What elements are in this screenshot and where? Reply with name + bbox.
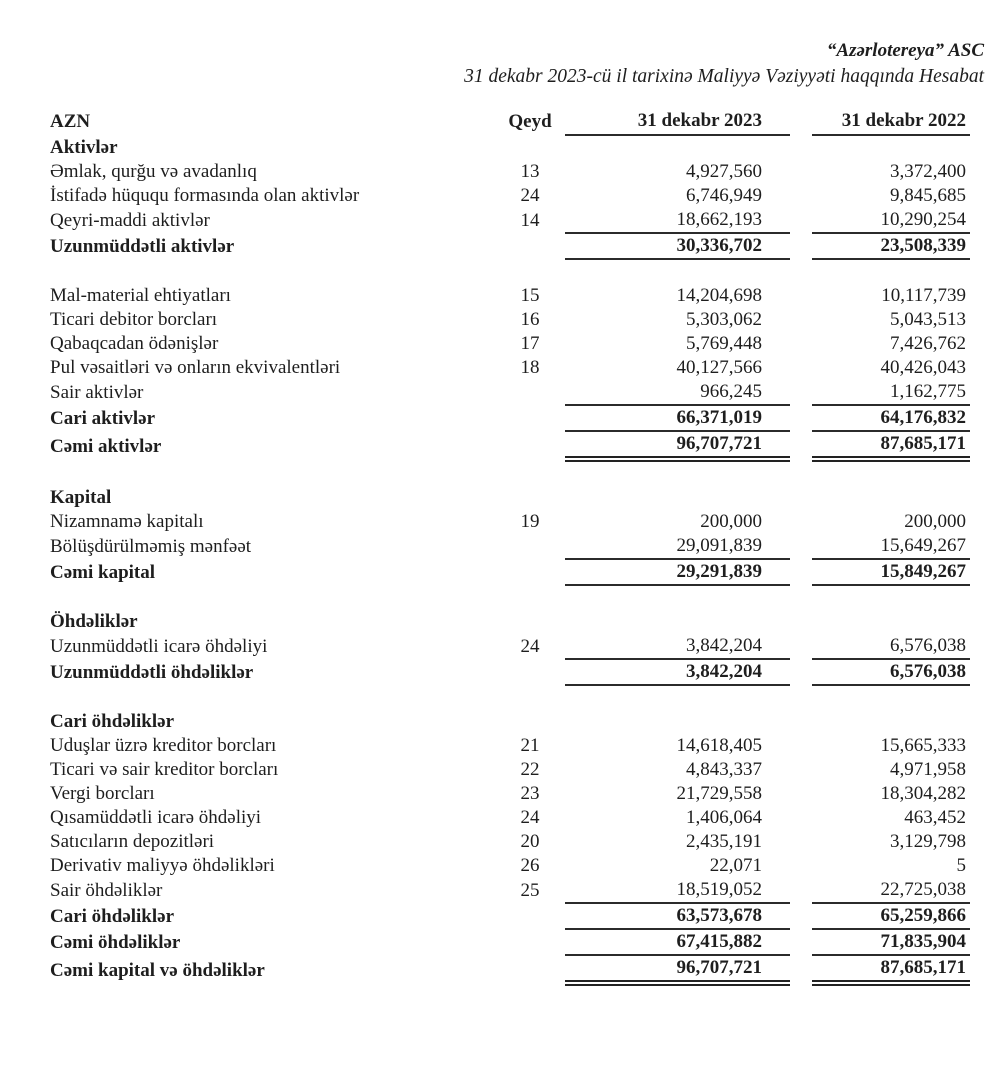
- row-value-2023: 22,071: [709, 855, 762, 876]
- row-label: Cari öhdəliklər: [50, 711, 175, 732]
- table-row: [50, 208, 970, 233]
- row-value-2022: 6,576,038: [812, 634, 970, 659]
- row-note: [495, 534, 565, 559]
- table-row: [50, 559, 970, 585]
- row-value-2022: 200,000: [904, 511, 966, 532]
- row-value-2023: 67,415,882: [565, 929, 790, 955]
- row-note: [495, 431, 565, 459]
- row-label: Cəmi kapital və öhdəliklər: [50, 960, 265, 981]
- column-gap: [790, 710, 812, 734]
- row-label: Ticari debitor borcları: [50, 309, 218, 330]
- row-label: Sair aktivlər: [50, 382, 144, 403]
- row-value-2022: 15,849,267: [812, 559, 970, 585]
- row-note: [495, 233, 565, 259]
- column-gap: [790, 903, 812, 929]
- row-value-2023: 14,618,405: [676, 735, 762, 756]
- table-row: [50, 135, 970, 160]
- spacer-cell: [50, 259, 970, 284]
- row-label: Ticari və sair kreditor borcları: [50, 759, 279, 780]
- row-value-2023: [565, 135, 790, 160]
- balance-sheet-body: [50, 135, 970, 983]
- row-label: Bölüşdürülməmiş mənfəət: [50, 536, 252, 557]
- row-label: Qeyri-maddi aktivlər: [50, 210, 210, 231]
- spacer-row: [50, 259, 970, 284]
- report-header: [0, 0, 1000, 90]
- row-note: 14: [520, 210, 540, 231]
- column-gap: [790, 486, 812, 510]
- column-gap: [790, 634, 812, 659]
- table-row: [50, 710, 970, 734]
- table-row: [50, 486, 970, 510]
- spacer-row: [50, 459, 970, 486]
- row-note: [495, 486, 565, 510]
- row-value-2022: 6,576,038: [812, 659, 970, 685]
- row-label: Satıcıların depozitləri: [50, 831, 215, 852]
- row-value-2022: 3,372,400: [890, 161, 966, 182]
- row-note: [495, 135, 565, 160]
- row-value-2022: [812, 610, 970, 634]
- row-value-2023: 3,842,204: [565, 659, 790, 685]
- row-value-2022: 1,162,775: [812, 380, 970, 405]
- row-value-2022: 87,685,171: [812, 431, 970, 459]
- row-value-2023: 96,707,721: [565, 955, 790, 983]
- table-row: [50, 160, 970, 184]
- row-value-2023: 18,662,193: [565, 208, 790, 233]
- column-gap: [790, 405, 812, 431]
- column-gap: [790, 955, 812, 983]
- column-gap: [790, 431, 812, 459]
- row-label: Qısamüddətli icarə öhdəliyi: [50, 807, 262, 828]
- column-gap: [790, 380, 812, 405]
- table-row: [50, 734, 970, 758]
- row-value-2022: 9,845,685: [890, 185, 966, 206]
- table-row: [50, 758, 970, 782]
- row-note: [495, 929, 565, 955]
- row-note: 22: [520, 759, 540, 780]
- spacer-cell: [50, 585, 970, 610]
- row-label: Cari öhdəliklər: [50, 906, 175, 927]
- row-value-2023: 4,843,337: [686, 759, 762, 780]
- row-label: Uzunmüddətli aktivlər: [50, 236, 235, 257]
- row-label: Pul vəsaitləri və onların ekvivalentləri: [50, 357, 341, 378]
- column-gap: [790, 559, 812, 585]
- row-value-2022: 65,259,866: [812, 903, 970, 929]
- row-label: Qabaqcadan ödənişlər: [50, 333, 219, 354]
- row-value-2023: 29,291,839: [565, 559, 790, 585]
- spacer-row: [50, 585, 970, 610]
- row-value-2022: 15,649,267: [812, 534, 970, 559]
- row-note: 13: [520, 161, 540, 182]
- column-gap: [790, 659, 812, 685]
- table-row: [50, 233, 970, 259]
- row-note: 19: [520, 511, 540, 532]
- row-note: 26: [520, 855, 540, 876]
- row-value-2023: 1,406,064: [686, 807, 762, 828]
- row-note: [495, 610, 565, 634]
- table-row: [50, 184, 970, 208]
- column-gap: [790, 308, 812, 332]
- year-2022-header: 31 dekabr 2022: [812, 108, 970, 135]
- row-value-2023: 4,927,560: [686, 161, 762, 182]
- row-value-2023: 21,729,558: [676, 783, 762, 804]
- report-title: 31 dekabr 2023-cü il tarixinə Maliyyə Vəziyyəti haqqında Hesabat: [464, 66, 984, 87]
- row-value-2022: 15,665,333: [880, 735, 966, 756]
- row-note: [495, 559, 565, 585]
- row-note: 17: [520, 333, 540, 354]
- row-value-2022: 18,304,282: [880, 783, 966, 804]
- row-value-2023: 96,707,721: [565, 431, 790, 459]
- balance-sheet-table: [50, 108, 970, 986]
- column-gap: [790, 284, 812, 308]
- row-value-2023: 3,842,204: [565, 634, 790, 659]
- row-value-2022: [812, 710, 970, 734]
- row-label: Cəmi kapital: [50, 562, 156, 583]
- row-note: 25: [520, 880, 540, 901]
- column-gap: [790, 233, 812, 259]
- row-value-2022: 7,426,762: [890, 333, 966, 354]
- row-value-2022: 64,176,832: [812, 405, 970, 431]
- currency-header: AZN: [50, 111, 91, 132]
- column-gap: [790, 160, 812, 184]
- row-value-2023: [565, 710, 790, 734]
- column-gap: [790, 734, 812, 758]
- row-value-2023: 966,245: [565, 380, 790, 405]
- row-value-2023: 66,371,019: [565, 405, 790, 431]
- row-label: Uzunmüddətli öhdəliklər: [50, 662, 254, 683]
- row-note: [495, 405, 565, 431]
- row-label: Sair öhdəliklər: [50, 880, 163, 901]
- column-gap: [790, 510, 812, 534]
- row-value-2022: 87,685,171: [812, 955, 970, 983]
- row-note: 16: [520, 309, 540, 330]
- table-row: [50, 929, 970, 955]
- row-label: Əmlak, qurğu və avadanlıq: [50, 161, 257, 182]
- row-label: Cəmi öhdəliklər: [50, 932, 181, 953]
- row-note: 18: [520, 357, 540, 378]
- row-value-2023: 200,000: [700, 511, 762, 532]
- row-value-2022: 5,043,513: [890, 309, 966, 330]
- spacer-cell: [50, 685, 970, 710]
- row-note: 15: [520, 285, 540, 306]
- row-value-2022: 10,117,739: [881, 285, 966, 306]
- column-gap: [790, 534, 812, 559]
- table-row: [50, 955, 970, 983]
- row-note: [495, 710, 565, 734]
- table-row: [50, 534, 970, 559]
- column-gap: [790, 184, 812, 208]
- table-row: [50, 878, 970, 903]
- column-gap: [790, 610, 812, 634]
- column-gap: [790, 806, 812, 830]
- row-value-2023: 5,303,062: [686, 309, 762, 330]
- row-note: [495, 659, 565, 685]
- row-value-2023: 40,127,566: [676, 357, 762, 378]
- row-label: Cari aktivlər: [50, 408, 156, 429]
- row-value-2022: 71,835,904: [812, 929, 970, 955]
- table-row: [50, 431, 970, 459]
- table-header-row: [50, 108, 970, 135]
- row-label: Derivativ maliyyə öhdəlikləri: [50, 855, 275, 876]
- note-column-header: Qeyd: [508, 111, 552, 132]
- table-row: [50, 659, 970, 685]
- row-note: [495, 380, 565, 405]
- table-row: [50, 806, 970, 830]
- row-value-2022: 5: [956, 855, 966, 876]
- table-row: [50, 782, 970, 806]
- row-value-2023: 30,336,702: [565, 233, 790, 259]
- column-gap: [790, 135, 812, 160]
- column-gap: [790, 854, 812, 878]
- row-label: Uzunmüddətli icarə öhdəliyi: [50, 636, 268, 657]
- row-value-2023: 5,769,448: [686, 333, 762, 354]
- row-label: Uduşlar üzrə kreditor borcları: [50, 735, 277, 756]
- column-gap: [790, 758, 812, 782]
- table-row: [50, 308, 970, 332]
- table-row: [50, 854, 970, 878]
- row-label: Kapital: [50, 487, 112, 508]
- row-note: 21: [520, 735, 540, 756]
- row-note: 24: [520, 807, 540, 828]
- row-value-2022: 10,290,254: [812, 208, 970, 233]
- table-row: [50, 610, 970, 634]
- row-note: 20: [520, 831, 540, 852]
- row-value-2022: 3,129,798: [890, 831, 966, 852]
- row-label: Nizamnamə kapitalı: [50, 511, 204, 532]
- row-note: [495, 903, 565, 929]
- row-label: Cəmi aktivlər: [50, 436, 162, 457]
- column-gap: [790, 878, 812, 903]
- year-2023-header: 31 dekabr 2023: [565, 108, 790, 135]
- row-value-2023: 6,746,949: [686, 185, 762, 206]
- column-gap: [790, 332, 812, 356]
- column-gap: [790, 929, 812, 955]
- row-note: 23: [520, 783, 540, 804]
- table-row: [50, 634, 970, 659]
- row-label: Mal-material ehtiyatları: [50, 285, 231, 306]
- table-row: [50, 380, 970, 405]
- row-note: [495, 955, 565, 983]
- row-label: Vergi borcları: [50, 783, 155, 804]
- table-row: [50, 510, 970, 534]
- row-value-2022: [812, 135, 970, 160]
- row-note: 24: [520, 185, 540, 206]
- table-row: [50, 405, 970, 431]
- company-name: “Azərlotereya” ASC: [826, 40, 984, 61]
- row-value-2022: 22,725,038: [812, 878, 970, 903]
- row-value-2023: 18,519,052: [565, 878, 790, 903]
- table-row: [50, 356, 970, 380]
- column-gap: [790, 830, 812, 854]
- row-value-2023: 63,573,678: [565, 903, 790, 929]
- row-label: İstifadə hüququ formasında olan aktivlər: [50, 185, 360, 206]
- row-label: Öhdəliklər: [50, 611, 138, 632]
- row-value-2023: [565, 486, 790, 510]
- row-value-2023: 2,435,191: [686, 831, 762, 852]
- table-row: [50, 830, 970, 854]
- column-gap: [790, 108, 812, 135]
- column-gap: [790, 782, 812, 806]
- column-gap: [790, 208, 812, 233]
- column-gap: [790, 356, 812, 380]
- row-value-2022: 23,508,339: [812, 233, 970, 259]
- row-value-2022: [812, 486, 970, 510]
- table-row: [50, 332, 970, 356]
- row-label: Aktivlər: [50, 137, 118, 158]
- table-row: [50, 903, 970, 929]
- row-value-2023: [565, 610, 790, 634]
- row-value-2023: 14,204,698: [676, 285, 762, 306]
- row-value-2022: 40,426,043: [880, 357, 966, 378]
- row-value-2023: 29,091,839: [565, 534, 790, 559]
- row-value-2022: 463,452: [904, 807, 966, 828]
- row-note: 24: [520, 636, 540, 657]
- row-value-2022: 4,971,958: [890, 759, 966, 780]
- table-row: [50, 284, 970, 308]
- spacer-cell: [50, 459, 970, 486]
- spacer-row: [50, 685, 970, 710]
